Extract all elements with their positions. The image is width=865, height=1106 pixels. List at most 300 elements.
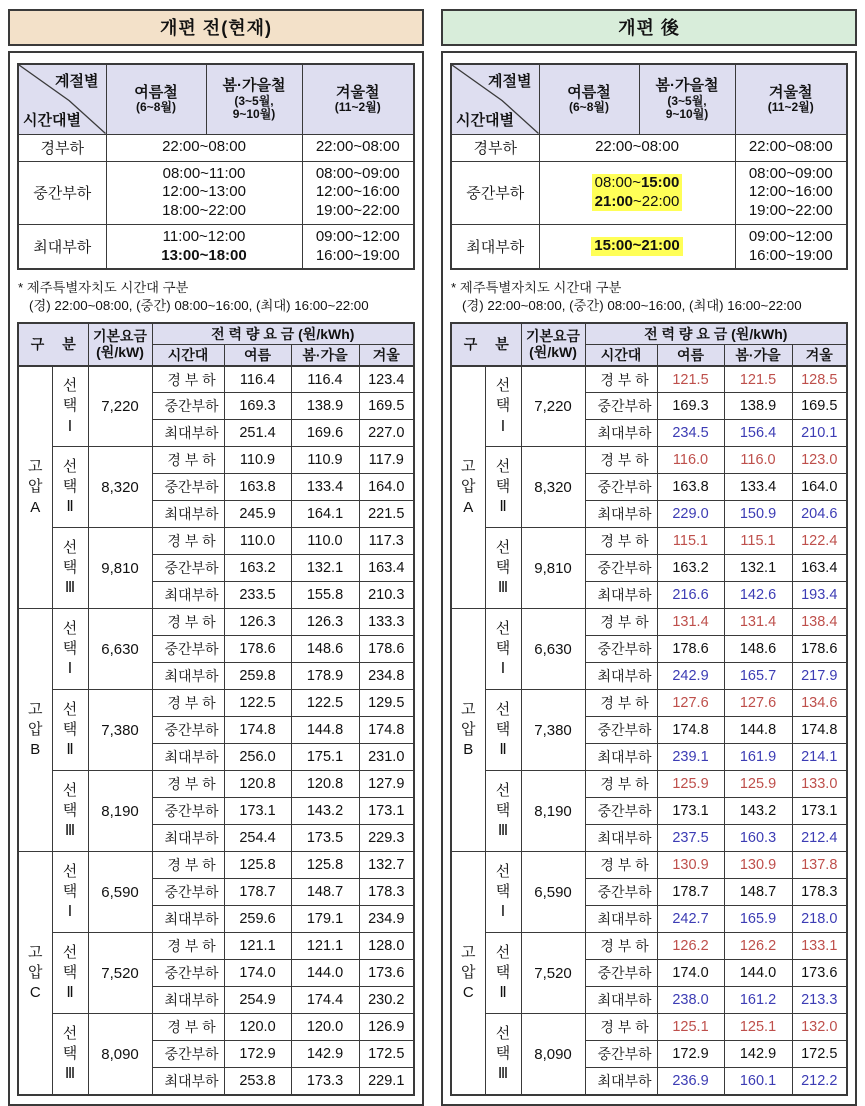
rate-value: 117.9 bbox=[359, 447, 414, 474]
option-label: 선 택 Ⅱ bbox=[52, 447, 88, 528]
rate-value: 229.3 bbox=[359, 825, 414, 852]
rate-value: 122.5 bbox=[291, 690, 359, 717]
base-fee-value: 7,380 bbox=[88, 690, 152, 771]
rate-value: 173.6 bbox=[359, 960, 414, 987]
rate-value: 172.5 bbox=[792, 1041, 847, 1068]
seasonal-table-before bbox=[17, 63, 415, 270]
base-fee-value: 6,590 bbox=[88, 852, 152, 933]
jeju-note-line1: * 제주특별자치도 시간대 구분 bbox=[18, 280, 189, 296]
rate-value: 138.9 bbox=[291, 393, 359, 420]
rate-value: 126.2 bbox=[724, 933, 792, 960]
rate-row bbox=[18, 933, 414, 960]
rate-value: 236.9 bbox=[657, 1068, 724, 1095]
period-label: 경 부 하 bbox=[585, 690, 657, 717]
rate-value: 178.7 bbox=[224, 879, 291, 906]
timeband-hours-winter: 09:00~12:00 16:00~19:00 bbox=[735, 224, 847, 269]
rate-value: 142.9 bbox=[291, 1041, 359, 1068]
rate-value: 216.6 bbox=[657, 582, 724, 609]
rate-value: 193.4 bbox=[792, 582, 847, 609]
rate-value: 116.0 bbox=[724, 447, 792, 474]
rate-value: 117.3 bbox=[359, 528, 414, 555]
period-label: 중간부하 bbox=[585, 960, 657, 987]
header-base-fee: 기본요금 (원/kW) bbox=[521, 323, 585, 366]
timeband-hours-winter: 08:00~09:00 12:00~16:00 19:00~22:00 bbox=[735, 161, 847, 224]
rate-value: 131.4 bbox=[657, 609, 724, 636]
rate-value: 148.6 bbox=[724, 636, 792, 663]
rate-value: 163.4 bbox=[792, 555, 847, 582]
rate-value: 174.0 bbox=[657, 960, 724, 987]
base-fee-value: 8,190 bbox=[88, 771, 152, 852]
rate-value: 178.6 bbox=[657, 636, 724, 663]
timeband-hours-winter: 08:00~09:00 12:00~16:00 19:00~22:00 bbox=[302, 161, 414, 224]
option-label: 선 택 Ⅱ bbox=[485, 690, 521, 771]
period-label: 중간부하 bbox=[585, 636, 657, 663]
option-label: 선 택 Ⅲ bbox=[52, 528, 88, 609]
period-label: 경 부 하 bbox=[152, 447, 224, 474]
rate-row bbox=[18, 690, 414, 717]
rate-value: 178.6 bbox=[224, 636, 291, 663]
rate-value: 125.8 bbox=[291, 852, 359, 879]
rate-value: 173.6 bbox=[792, 960, 847, 987]
rate-value: 120.0 bbox=[291, 1014, 359, 1041]
rate-value: 163.2 bbox=[657, 555, 724, 582]
period-label: 최대부하 bbox=[585, 825, 657, 852]
rate-row bbox=[451, 852, 847, 879]
rate-row bbox=[18, 1014, 414, 1041]
period-label: 최대부하 bbox=[585, 987, 657, 1014]
rate-value: 259.6 bbox=[224, 906, 291, 933]
header-summer: 여름 bbox=[657, 344, 724, 366]
header-period: 시간대 bbox=[585, 344, 657, 366]
rate-row bbox=[451, 366, 847, 393]
header-energy-fee: 전 력 량 요 금 (원/kWh) bbox=[152, 323, 414, 345]
rate-value: 110.9 bbox=[291, 447, 359, 474]
rate-value: 175.1 bbox=[291, 744, 359, 771]
seasonal-row bbox=[451, 224, 847, 269]
period-label: 중간부하 bbox=[152, 879, 224, 906]
rate-value: 122.4 bbox=[792, 528, 847, 555]
rate-value: 125.9 bbox=[657, 771, 724, 798]
timeband-hours-summer-springfall: 22:00~08:00 bbox=[106, 134, 302, 161]
rate-value: 130.9 bbox=[724, 852, 792, 879]
rate-value: 212.2 bbox=[792, 1068, 847, 1095]
rate-value: 123.0 bbox=[792, 447, 847, 474]
panel-before-title: 개편 전(현재) bbox=[8, 9, 424, 46]
timeband-label: 경부하 bbox=[18, 134, 106, 161]
period-label: 경 부 하 bbox=[152, 366, 224, 393]
timeband-hours-winter: 22:00~08:00 bbox=[302, 134, 414, 161]
rate-value: 204.6 bbox=[792, 501, 847, 528]
rate-value: 178.3 bbox=[792, 879, 847, 906]
header-winter: 겨울 bbox=[359, 344, 414, 366]
rate-row bbox=[451, 933, 847, 960]
period-label: 경 부 하 bbox=[585, 933, 657, 960]
header-springfall: 봄·가을 bbox=[724, 344, 792, 366]
rate-value: 148.7 bbox=[724, 879, 792, 906]
rate-value: 116.4 bbox=[291, 366, 359, 393]
rate-value: 174.8 bbox=[792, 717, 847, 744]
rate-value: 164.0 bbox=[792, 474, 847, 501]
header-gubun: 구 분 bbox=[451, 323, 521, 366]
period-label: 경 부 하 bbox=[152, 771, 224, 798]
period-label: 경 부 하 bbox=[152, 528, 224, 555]
rate-value: 210.3 bbox=[359, 582, 414, 609]
option-label: 선 택 Ⅰ bbox=[485, 366, 521, 447]
rate-row bbox=[18, 852, 414, 879]
rate-row bbox=[451, 447, 847, 474]
rate-value: 138.4 bbox=[792, 609, 847, 636]
rate-row bbox=[451, 609, 847, 636]
season-col-winter: 겨울철 (11~2월) bbox=[735, 64, 847, 134]
rate-value: 174.8 bbox=[657, 717, 724, 744]
rate-value: 221.5 bbox=[359, 501, 414, 528]
timeband-hours-summer-springfall: 22:00~08:00 bbox=[539, 134, 735, 161]
rate-value: 169.5 bbox=[792, 393, 847, 420]
rate-value: 150.9 bbox=[724, 501, 792, 528]
timeband-hours-summer-springfall: 15:00~21:00 bbox=[539, 224, 735, 269]
rate-value: 234.5 bbox=[657, 420, 724, 447]
period-label: 중간부하 bbox=[152, 636, 224, 663]
seasonal-header-row bbox=[18, 64, 414, 134]
rate-value: 253.8 bbox=[224, 1068, 291, 1095]
panel-before bbox=[8, 9, 424, 1090]
period-label: 중간부하 bbox=[152, 1041, 224, 1068]
rate-value: 116.4 bbox=[224, 366, 291, 393]
period-label: 중간부하 bbox=[152, 555, 224, 582]
base-fee-value: 7,380 bbox=[521, 690, 585, 771]
rate-value: 234.8 bbox=[359, 663, 414, 690]
option-label: 선 택 Ⅱ bbox=[485, 447, 521, 528]
rate-value: 179.1 bbox=[291, 906, 359, 933]
timeband-hours-summer-springfall: 08:00~15:00 21:00~22:00 bbox=[539, 161, 735, 224]
season-col-springfall: 봄·가을철 (3~5월, 9~10월) bbox=[639, 64, 735, 134]
seasonal-table-after bbox=[450, 63, 848, 270]
base-fee-value: 9,810 bbox=[521, 528, 585, 609]
rate-value: 169.6 bbox=[291, 420, 359, 447]
rate-value: 161.2 bbox=[724, 987, 792, 1014]
voltage-group-label: 고 압 A bbox=[451, 366, 485, 609]
rate-value: 217.9 bbox=[792, 663, 847, 690]
rate-value: 110.0 bbox=[291, 528, 359, 555]
rate-value: 134.6 bbox=[792, 690, 847, 717]
period-label: 중간부하 bbox=[585, 798, 657, 825]
rate-value: 155.8 bbox=[291, 582, 359, 609]
rate-value: 254.4 bbox=[224, 825, 291, 852]
rate-value: 173.5 bbox=[291, 825, 359, 852]
rate-value: 125.1 bbox=[724, 1014, 792, 1041]
panel-after-content bbox=[441, 51, 857, 1106]
rate-value: 144.0 bbox=[724, 960, 792, 987]
rate-value: 160.1 bbox=[724, 1068, 792, 1095]
period-label: 최대부하 bbox=[585, 1068, 657, 1095]
rate-value: 238.0 bbox=[657, 987, 724, 1014]
timeband-hours-summer-springfall: 11:00~12:00 13:00~18:00 bbox=[106, 224, 302, 269]
header-period: 시간대 bbox=[152, 344, 224, 366]
base-fee-value: 8,090 bbox=[88, 1014, 152, 1095]
period-label: 최대부하 bbox=[585, 582, 657, 609]
period-label: 최대부하 bbox=[585, 663, 657, 690]
base-fee-value: 8,090 bbox=[521, 1014, 585, 1095]
timeband-label: 최대부하 bbox=[18, 224, 106, 269]
rate-value: 165.7 bbox=[724, 663, 792, 690]
rate-value: 165.9 bbox=[724, 906, 792, 933]
rate-value: 213.3 bbox=[792, 987, 847, 1014]
rate-value: 126.2 bbox=[657, 933, 724, 960]
base-fee-value: 7,520 bbox=[521, 933, 585, 1014]
option-label: 선 택 Ⅱ bbox=[52, 690, 88, 771]
option-label: 선 택 Ⅰ bbox=[485, 609, 521, 690]
rate-value: 129.5 bbox=[359, 690, 414, 717]
rate-value: 178.6 bbox=[792, 636, 847, 663]
rate-value: 218.0 bbox=[792, 906, 847, 933]
rate-value: 169.3 bbox=[657, 393, 724, 420]
jeju-note-line2: (경) 22:00~08:00, (중간) 08:00~16:00, (최대) 16:00~22:00 bbox=[462, 297, 802, 313]
base-fee-value: 6,630 bbox=[88, 609, 152, 690]
rate-value: 133.0 bbox=[792, 771, 847, 798]
header-base-fee: 기본요금 (원/kW) bbox=[88, 323, 152, 366]
option-label: 선 택 Ⅲ bbox=[485, 1014, 521, 1095]
jeju-note bbox=[451, 279, 847, 314]
period-label: 경 부 하 bbox=[585, 609, 657, 636]
seasonal-row bbox=[18, 134, 414, 161]
rate-value: 229.1 bbox=[359, 1068, 414, 1095]
rate-value: 169.5 bbox=[359, 393, 414, 420]
rate-value: 156.4 bbox=[724, 420, 792, 447]
rate-value: 251.4 bbox=[224, 420, 291, 447]
seasonal-row bbox=[451, 161, 847, 224]
period-label: 중간부하 bbox=[152, 798, 224, 825]
corner-label-timeband: 시간대별 bbox=[456, 111, 514, 129]
rate-value: 242.9 bbox=[657, 663, 724, 690]
corner-label-timeband: 시간대별 bbox=[23, 111, 81, 129]
jeju-note-line2: (경) 22:00~08:00, (중간) 08:00~16:00, (최대) 16:00~22:00 bbox=[29, 297, 369, 313]
rate-value: 120.0 bbox=[224, 1014, 291, 1041]
rate-value: 132.0 bbox=[792, 1014, 847, 1041]
rate-value: 144.0 bbox=[291, 960, 359, 987]
period-label: 경 부 하 bbox=[585, 528, 657, 555]
rate-value: 172.9 bbox=[657, 1041, 724, 1068]
rate-value: 131.4 bbox=[724, 609, 792, 636]
base-fee-value: 7,520 bbox=[88, 933, 152, 1014]
rate-value: 259.8 bbox=[224, 663, 291, 690]
rate-header-row1 bbox=[451, 323, 847, 345]
period-label: 경 부 하 bbox=[585, 447, 657, 474]
rate-value: 254.9 bbox=[224, 987, 291, 1014]
rate-value: 143.2 bbox=[291, 798, 359, 825]
period-label: 중간부하 bbox=[585, 393, 657, 420]
rate-value: 127.6 bbox=[657, 690, 724, 717]
timeband-label: 경부하 bbox=[451, 134, 539, 161]
option-label: 선 택 Ⅱ bbox=[485, 933, 521, 1014]
rate-value: 173.3 bbox=[291, 1068, 359, 1095]
rate-value: 133.4 bbox=[724, 474, 792, 501]
period-label: 최대부하 bbox=[152, 501, 224, 528]
rate-value: 163.4 bbox=[359, 555, 414, 582]
rate-value: 121.1 bbox=[291, 933, 359, 960]
period-label: 최대부하 bbox=[152, 420, 224, 447]
rate-value: 138.9 bbox=[724, 393, 792, 420]
seasonal-corner-cell bbox=[18, 64, 106, 134]
seasonal-row bbox=[18, 224, 414, 269]
rate-value: 116.0 bbox=[657, 447, 724, 474]
rate-value: 132.1 bbox=[291, 555, 359, 582]
rate-row bbox=[18, 528, 414, 555]
period-label: 경 부 하 bbox=[585, 1014, 657, 1041]
rate-row bbox=[18, 447, 414, 474]
corner-label-season: 계절별 bbox=[488, 73, 532, 90]
rate-value: 169.3 bbox=[224, 393, 291, 420]
rate-value: 242.7 bbox=[657, 906, 724, 933]
period-label: 최대부하 bbox=[585, 501, 657, 528]
option-label: 선 택 Ⅲ bbox=[52, 1014, 88, 1095]
rate-value: 173.1 bbox=[657, 798, 724, 825]
timeband-label: 최대부하 bbox=[451, 224, 539, 269]
rate-header-row1 bbox=[18, 323, 414, 345]
rate-value: 178.3 bbox=[359, 879, 414, 906]
season-col-summer: 여름철 (6~8월) bbox=[106, 64, 206, 134]
rate-value: 214.1 bbox=[792, 744, 847, 771]
voltage-group-label: 고 압 B bbox=[18, 609, 52, 852]
rate-value: 237.5 bbox=[657, 825, 724, 852]
jeju-note-line1: * 제주특별자치도 시간대 구분 bbox=[451, 280, 622, 296]
period-label: 중간부하 bbox=[152, 474, 224, 501]
period-label: 중간부하 bbox=[585, 1041, 657, 1068]
base-fee-value: 8,320 bbox=[88, 447, 152, 528]
rate-row bbox=[451, 771, 847, 798]
header-energy-fee: 전 력 량 요 금 (원/kWh) bbox=[585, 323, 847, 345]
period-label: 최대부하 bbox=[585, 744, 657, 771]
rate-value: 125.8 bbox=[224, 852, 291, 879]
period-label: 경 부 하 bbox=[585, 771, 657, 798]
rate-value: 172.9 bbox=[224, 1041, 291, 1068]
period-label: 경 부 하 bbox=[585, 366, 657, 393]
seasonal-header-row bbox=[451, 64, 847, 134]
rate-value: 174.8 bbox=[359, 717, 414, 744]
rate-value: 127.9 bbox=[359, 771, 414, 798]
period-label: 최대부하 bbox=[585, 420, 657, 447]
rate-value: 229.0 bbox=[657, 501, 724, 528]
rate-row bbox=[451, 528, 847, 555]
rate-value: 160.3 bbox=[724, 825, 792, 852]
period-label: 최대부하 bbox=[152, 906, 224, 933]
period-label: 중간부하 bbox=[152, 960, 224, 987]
timeband-label: 중간부하 bbox=[18, 161, 106, 224]
period-label: 경 부 하 bbox=[152, 1014, 224, 1041]
base-fee-value: 7,220 bbox=[521, 366, 585, 447]
rate-row bbox=[18, 366, 414, 393]
option-label: 선 택 Ⅰ bbox=[52, 852, 88, 933]
base-fee-value: 6,590 bbox=[521, 852, 585, 933]
rate-value: 233.5 bbox=[224, 582, 291, 609]
rate-value: 142.9 bbox=[724, 1041, 792, 1068]
rate-value: 120.8 bbox=[291, 771, 359, 798]
rate-value: 127.6 bbox=[724, 690, 792, 717]
rate-value: 164.1 bbox=[291, 501, 359, 528]
period-label: 중간부하 bbox=[152, 717, 224, 744]
period-label: 경 부 하 bbox=[152, 690, 224, 717]
period-label: 최대부하 bbox=[152, 663, 224, 690]
option-label: 선 택 Ⅰ bbox=[52, 366, 88, 447]
rate-value: 115.1 bbox=[657, 528, 724, 555]
rate-value: 144.8 bbox=[724, 717, 792, 744]
rate-value: 173.1 bbox=[359, 798, 414, 825]
period-label: 경 부 하 bbox=[152, 609, 224, 636]
rate-value: 125.1 bbox=[657, 1014, 724, 1041]
option-label: 선 택 Ⅰ bbox=[485, 852, 521, 933]
rate-value: 212.4 bbox=[792, 825, 847, 852]
rate-value: 174.0 bbox=[224, 960, 291, 987]
base-fee-value: 6,630 bbox=[521, 609, 585, 690]
rate-value: 125.9 bbox=[724, 771, 792, 798]
base-fee-value: 8,320 bbox=[521, 447, 585, 528]
rate-value: 239.1 bbox=[657, 744, 724, 771]
rate-value: 173.1 bbox=[224, 798, 291, 825]
period-label: 최대부하 bbox=[152, 744, 224, 771]
rate-value: 178.7 bbox=[657, 879, 724, 906]
option-label: 선 택 Ⅲ bbox=[485, 528, 521, 609]
rate-row bbox=[451, 1014, 847, 1041]
option-label: 선 택 Ⅱ bbox=[52, 933, 88, 1014]
rate-value: 148.7 bbox=[291, 879, 359, 906]
timeband-hours-winter: 22:00~08:00 bbox=[735, 134, 847, 161]
rate-value: 126.3 bbox=[224, 609, 291, 636]
rate-value: 245.9 bbox=[224, 501, 291, 528]
rate-value: 174.8 bbox=[224, 717, 291, 744]
timeband-label: 중간부하 bbox=[451, 161, 539, 224]
rate-value: 120.8 bbox=[224, 771, 291, 798]
header-winter: 겨울 bbox=[792, 344, 847, 366]
rate-value: 148.6 bbox=[291, 636, 359, 663]
rate-value: 132.7 bbox=[359, 852, 414, 879]
rate-value: 115.1 bbox=[724, 528, 792, 555]
rate-value: 163.8 bbox=[224, 474, 291, 501]
option-label: 선 택 Ⅲ bbox=[52, 771, 88, 852]
period-label: 중간부하 bbox=[585, 474, 657, 501]
panel-after-title: 개편 後 bbox=[441, 9, 857, 46]
rate-value: 137.8 bbox=[792, 852, 847, 879]
rate-value: 164.0 bbox=[359, 474, 414, 501]
voltage-group-label: 고 압 B bbox=[451, 609, 485, 852]
rate-row bbox=[451, 690, 847, 717]
rate-value: 143.2 bbox=[724, 798, 792, 825]
rate-value: 121.1 bbox=[224, 933, 291, 960]
jeju-note bbox=[18, 279, 414, 314]
rate-value: 163.8 bbox=[657, 474, 724, 501]
voltage-group-label: 고 압 A bbox=[18, 366, 52, 609]
period-label: 중간부하 bbox=[585, 879, 657, 906]
base-fee-value: 9,810 bbox=[88, 528, 152, 609]
seasonal-corner-cell bbox=[451, 64, 539, 134]
season-col-springfall: 봄·가을철 (3~5월, 9~10월) bbox=[206, 64, 302, 134]
voltage-group-label: 고 압 C bbox=[451, 852, 485, 1095]
rate-value: 128.0 bbox=[359, 933, 414, 960]
rate-value: 178.6 bbox=[359, 636, 414, 663]
option-label: 선 택 Ⅰ bbox=[52, 609, 88, 690]
corner-label-season: 계절별 bbox=[55, 73, 99, 90]
header-gubun: 구 분 bbox=[18, 323, 88, 366]
rate-value: 133.3 bbox=[359, 609, 414, 636]
rate-value: 133.1 bbox=[792, 933, 847, 960]
rate-value: 256.0 bbox=[224, 744, 291, 771]
rate-value: 227.0 bbox=[359, 420, 414, 447]
rate-value: 121.5 bbox=[657, 366, 724, 393]
rate-table-after bbox=[450, 322, 848, 1096]
rate-value: 230.2 bbox=[359, 987, 414, 1014]
rate-value: 130.9 bbox=[657, 852, 724, 879]
period-label: 중간부하 bbox=[585, 555, 657, 582]
rate-value: 161.9 bbox=[724, 744, 792, 771]
period-label: 중간부하 bbox=[152, 393, 224, 420]
